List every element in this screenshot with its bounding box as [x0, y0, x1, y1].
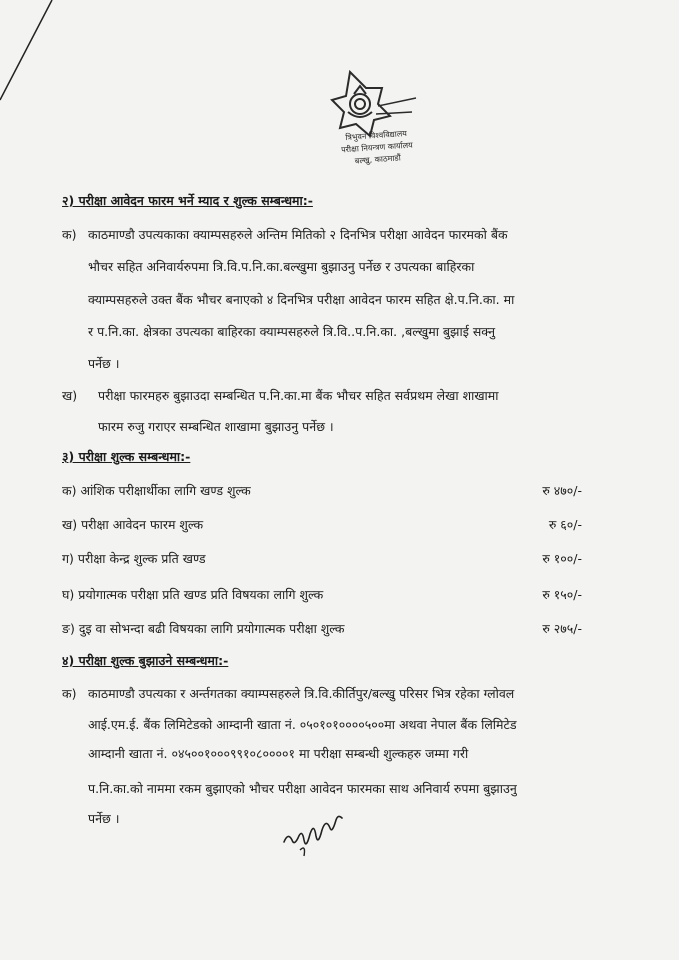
section-2-item-kha-line-1: परीक्षा फारमहरु बुझाउदा सम्बन्धित प.नि.का.मा बैंक भौचर सहित सर्वप्रथम लेखा शाखामा — [98, 388, 499, 403]
fee-amount: रु २७५/- — [542, 621, 582, 636]
section-2-item-ka-line-1: काठमाण्डौ उपत्यकाका क्याम्पसहरुले अन्तिम मितिको २ दिनभित्र परीक्षा आवेदन फारमको बैंक — [88, 227, 508, 242]
section-3-heading-text: ३) परीक्षा शुल्क सम्बन्धमा:- — [62, 449, 191, 464]
fee-amount: रु ६०/- — [548, 517, 582, 532]
section-2-item-ka-line-2: भौचर सहित अनिवार्यरुपमा त्रि.वि.प.नि.का.बल्खुमा बुझाउनु पर्नेछ र उपत्यका बाहिरका — [88, 259, 475, 274]
section-4-item-ka-line-4: प.नि.का.को नाममा रकम बुझाएको भौचर परीक्षा आवेदन फारमका साथ अनिवार्य रुपमा बुझाउनु — [88, 781, 517, 796]
section-2-item-ka-line-3: क्याम्पसहरुले उक्त बैंक भौचर बनाएको ४ दिनभित्र परीक्षा आवेदन फारम सहित क्षे.प.नि.का. मा — [88, 292, 515, 307]
section-4-heading — [62, 652, 228, 669]
section-2-heading — [62, 192, 313, 209]
section-4-item-ka-line-3: आम्दानी खाता नं. ०४५००१०००९९१०८००००१ मा परीक्षा सम्बन्धी शुल्कहरु जम्मा गरी — [88, 746, 469, 761]
fee-label: ङ) दुइ वा सोभन्दा बढी विषयका लागि प्रयोगात्मक परीक्षा शुल्क — [62, 621, 345, 636]
section-2-heading-text: २) परीक्षा आवेदन फारम भर्ने म्याद र शुल्क सम्बन्धमा:- — [62, 193, 313, 208]
section-2-item-ka-marker: क) — [62, 227, 77, 242]
section-3-heading — [62, 448, 190, 465]
fee-label: घ) प्रयोगात्मक परीक्षा प्रति खण्ड प्रति विषयका लागि शुल्क — [62, 587, 324, 602]
seal-line-3: बल्खु, काठमाडौं — [354, 153, 402, 166]
section-4-item-ka-line-5: पर्नेछ । — [88, 811, 120, 826]
seal-line-1: त्रिभुवन विश्वविद्यालय — [345, 128, 408, 143]
scan-edge-line — [0, 0, 60, 110]
fee-amount: रु ४७०/- — [542, 483, 582, 498]
section-4-item-ka-line-2: आई.एम.ई. बैंक लिमिटेडको आम्दानी खाता नं. ०५०१०१००००५००मा अथवा नेपाल बैंक लिमिटेड — [88, 717, 517, 732]
signature — [280, 810, 350, 860]
seal-text — [321, 126, 433, 170]
section-4-heading-text: ४) परीक्षा शुल्क बुझाउने सम्बन्धमा:- — [62, 653, 229, 668]
section-2-item-ka-line-5: पर्नेछ । — [88, 356, 120, 371]
section-2-item-ka-line-4: र प.नि.का. क्षेत्रका उपत्यका बाहिरका क्याम्पसहरुले त्रि.वि..प.नि.का. ,बल्खुमा बुझाई सक्नु — [88, 324, 496, 339]
section-2-item-kha-marker: ख) — [62, 388, 78, 403]
section-2-item-kha-line-2: फारम रुजु गराएर सम्बन्धित शाखामा बुझाउनु पर्नेछ । — [98, 419, 334, 434]
section-4-item-ka-line-1: काठमाण्डौ उपत्यका र अर्न्तगतका क्याम्पसहरुले त्रि.वि.कीर्तिपुर/बल्खु परिसर भित्र रहेका ग्लोवल — [88, 686, 515, 701]
seal-line-2: परीक्षा नियन्त्रण कार्यालय — [340, 140, 414, 155]
fee-amount: रु १५०/- — [542, 587, 582, 602]
fee-label: क) आंशिक परीक्षार्थीका लागि खण्ड शुल्क — [62, 483, 251, 498]
fee-label: ग) परीक्षा केन्द्र शुल्क प्रति खण्ड — [62, 551, 206, 566]
fee-label: ख) परीक्षा आवेदन फारम शुल्क — [62, 517, 204, 532]
fee-amount: रु १००/- — [542, 551, 582, 566]
section-4-item-ka-marker: क) — [62, 686, 77, 701]
